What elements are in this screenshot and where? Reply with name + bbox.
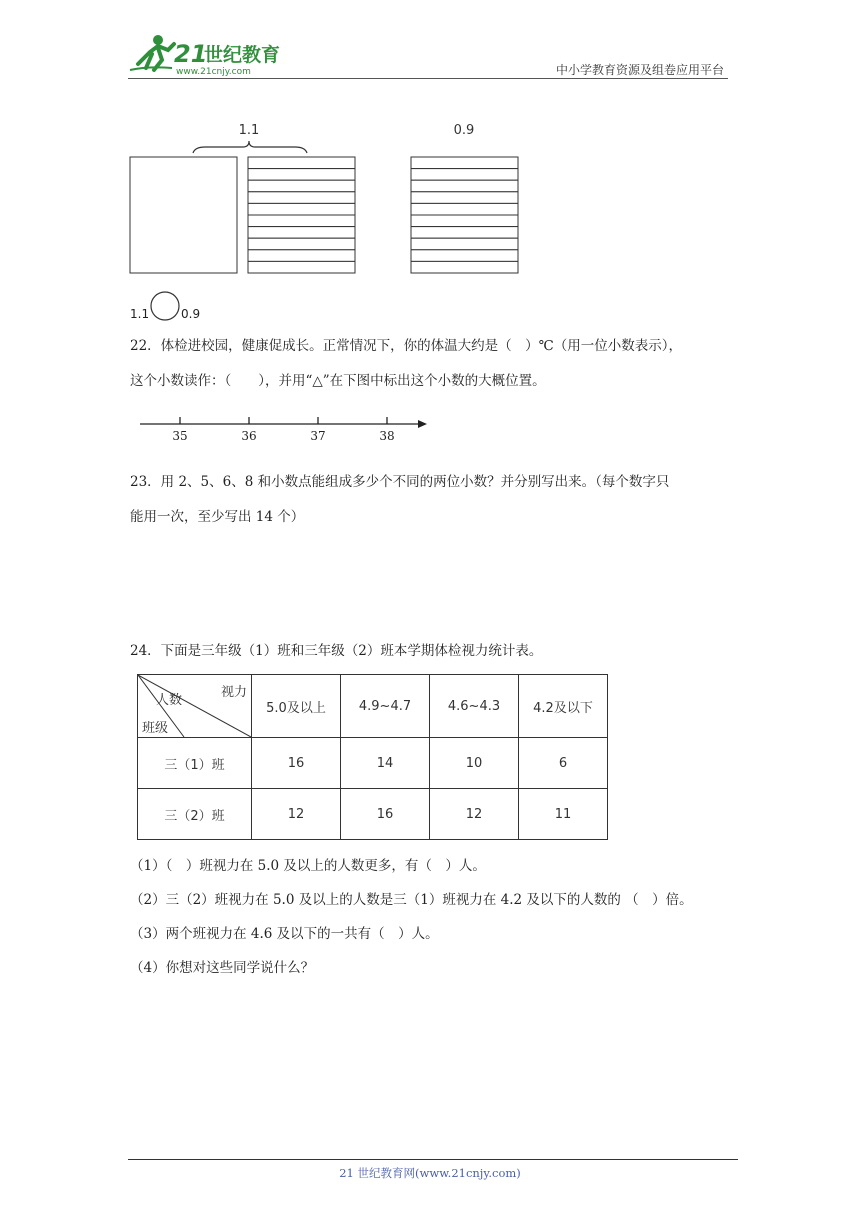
q24-sub4: （4）你想对这些同学说什么？ [130,960,315,976]
number-line [138,412,438,446]
tenth-strip [248,238,355,250]
table-cell: 16 [252,738,341,789]
tenth-strip [411,192,518,204]
tenth-strip [411,169,518,181]
tick-label: 38 [379,429,395,443]
q24-sub3: （3）两个班视力在 4.6 及以下的一共有（ ）人。 [130,926,439,942]
table-row [138,789,608,840]
tenth-strip [248,227,355,239]
table-cell: 16 [341,789,430,840]
tick-label: 36 [241,429,257,443]
row-label: 三（1）班 [138,738,252,789]
tenths-grid-right [411,157,518,273]
q23-line2: 能用一次，至少写出 14 个） [130,509,305,525]
header-cell: 5.0及以上 [252,675,341,738]
tenth-strip [411,250,518,262]
tenth-strip [248,250,355,262]
tenth-strip [411,180,518,192]
tenth-strip [411,261,518,273]
header-platform-text: 中小学教育资源及组卷应用平台 [555,63,724,77]
tick-label: 35 [172,429,188,443]
corner-cell [138,675,252,738]
header-divider [128,78,728,79]
arrow-icon [418,420,427,428]
q24-sub2: （2）三（2）班视力在 5.0 及以上的人数是三（1）班视力在 4.2 及以下的人数的 （ ）倍。 [130,892,693,908]
q22-line2: 这个小数读作：（ ），并用“△”在下图中标出这个小数的大概位置。 [130,373,546,389]
runner-logo-icon [128,30,298,76]
label-right: 0.9 [453,123,475,138]
table-cell: 11 [519,789,608,840]
label-left: 1.1 [238,123,260,138]
tenth-strip [411,238,518,250]
logo-number: 21 [174,40,208,68]
logo-text: 世纪教育 [204,44,281,66]
brace [193,141,307,153]
logo-url: www.21cnjy.com [176,67,251,76]
table-cell: 10 [430,738,519,789]
tenth-strip [248,180,355,192]
whole-square [130,157,237,273]
tenth-strip [248,203,355,215]
tenths-grid-left [248,157,355,273]
tenth-strip [411,203,518,215]
corner-bottom-label: 班级 [142,721,169,736]
compare-right: 0.9 [181,307,201,321]
vision-table [137,674,608,840]
compare-left: 1.1 [130,307,150,321]
table-cell: 12 [252,789,341,840]
decimal-model-figure [125,115,525,280]
header-cell: 4.6~4.3 [430,675,519,738]
corner-mid-label: 人数 [156,693,183,708]
tenth-strip [411,157,518,169]
table-cell: 12 [430,789,519,840]
table-cell: 14 [341,738,430,789]
row-label: 三（2）班 [138,789,252,840]
compare-row [130,289,210,325]
q23-line1: 23．用 2、5、6、8 和小数点能组成多少个不同的两位小数？并分别写出来。（每个数字只 [130,474,670,490]
tenth-strip [248,261,355,273]
footer-text: 21 世纪教育网(www.21cnjy.com) [339,1166,521,1180]
tenth-strip [411,215,518,227]
table-cell: 6 [519,738,608,789]
footer-divider [128,1159,738,1160]
q22-line1: 22．体检进校园，健康促成长。正常情况下，你的体温大约是（ ）℃（用一位小数表示）， [130,338,683,354]
table-header-row [138,675,608,738]
header-cell: 4.9~4.7 [341,675,430,738]
tenth-strip [411,227,518,239]
corner-top-label: 视力 [220,685,247,700]
tenth-strip [248,157,355,169]
header-cell: 4.2及以下 [519,675,608,738]
q24-sub1: （1）（ ）班视力在 5.0 及以上的人数更多，有（ ）人。 [130,858,486,874]
tick-label: 37 [310,429,326,443]
tenth-strip [248,215,355,227]
tenth-strip [248,169,355,181]
site-logo [128,30,298,76]
compare-circle[interactable] [148,290,182,324]
table-row [138,738,608,789]
q24-title: 24．下面是三年级（1）班和三年级（2）班本学期体检视力统计表。 [130,643,543,659]
tenth-strip [248,192,355,204]
